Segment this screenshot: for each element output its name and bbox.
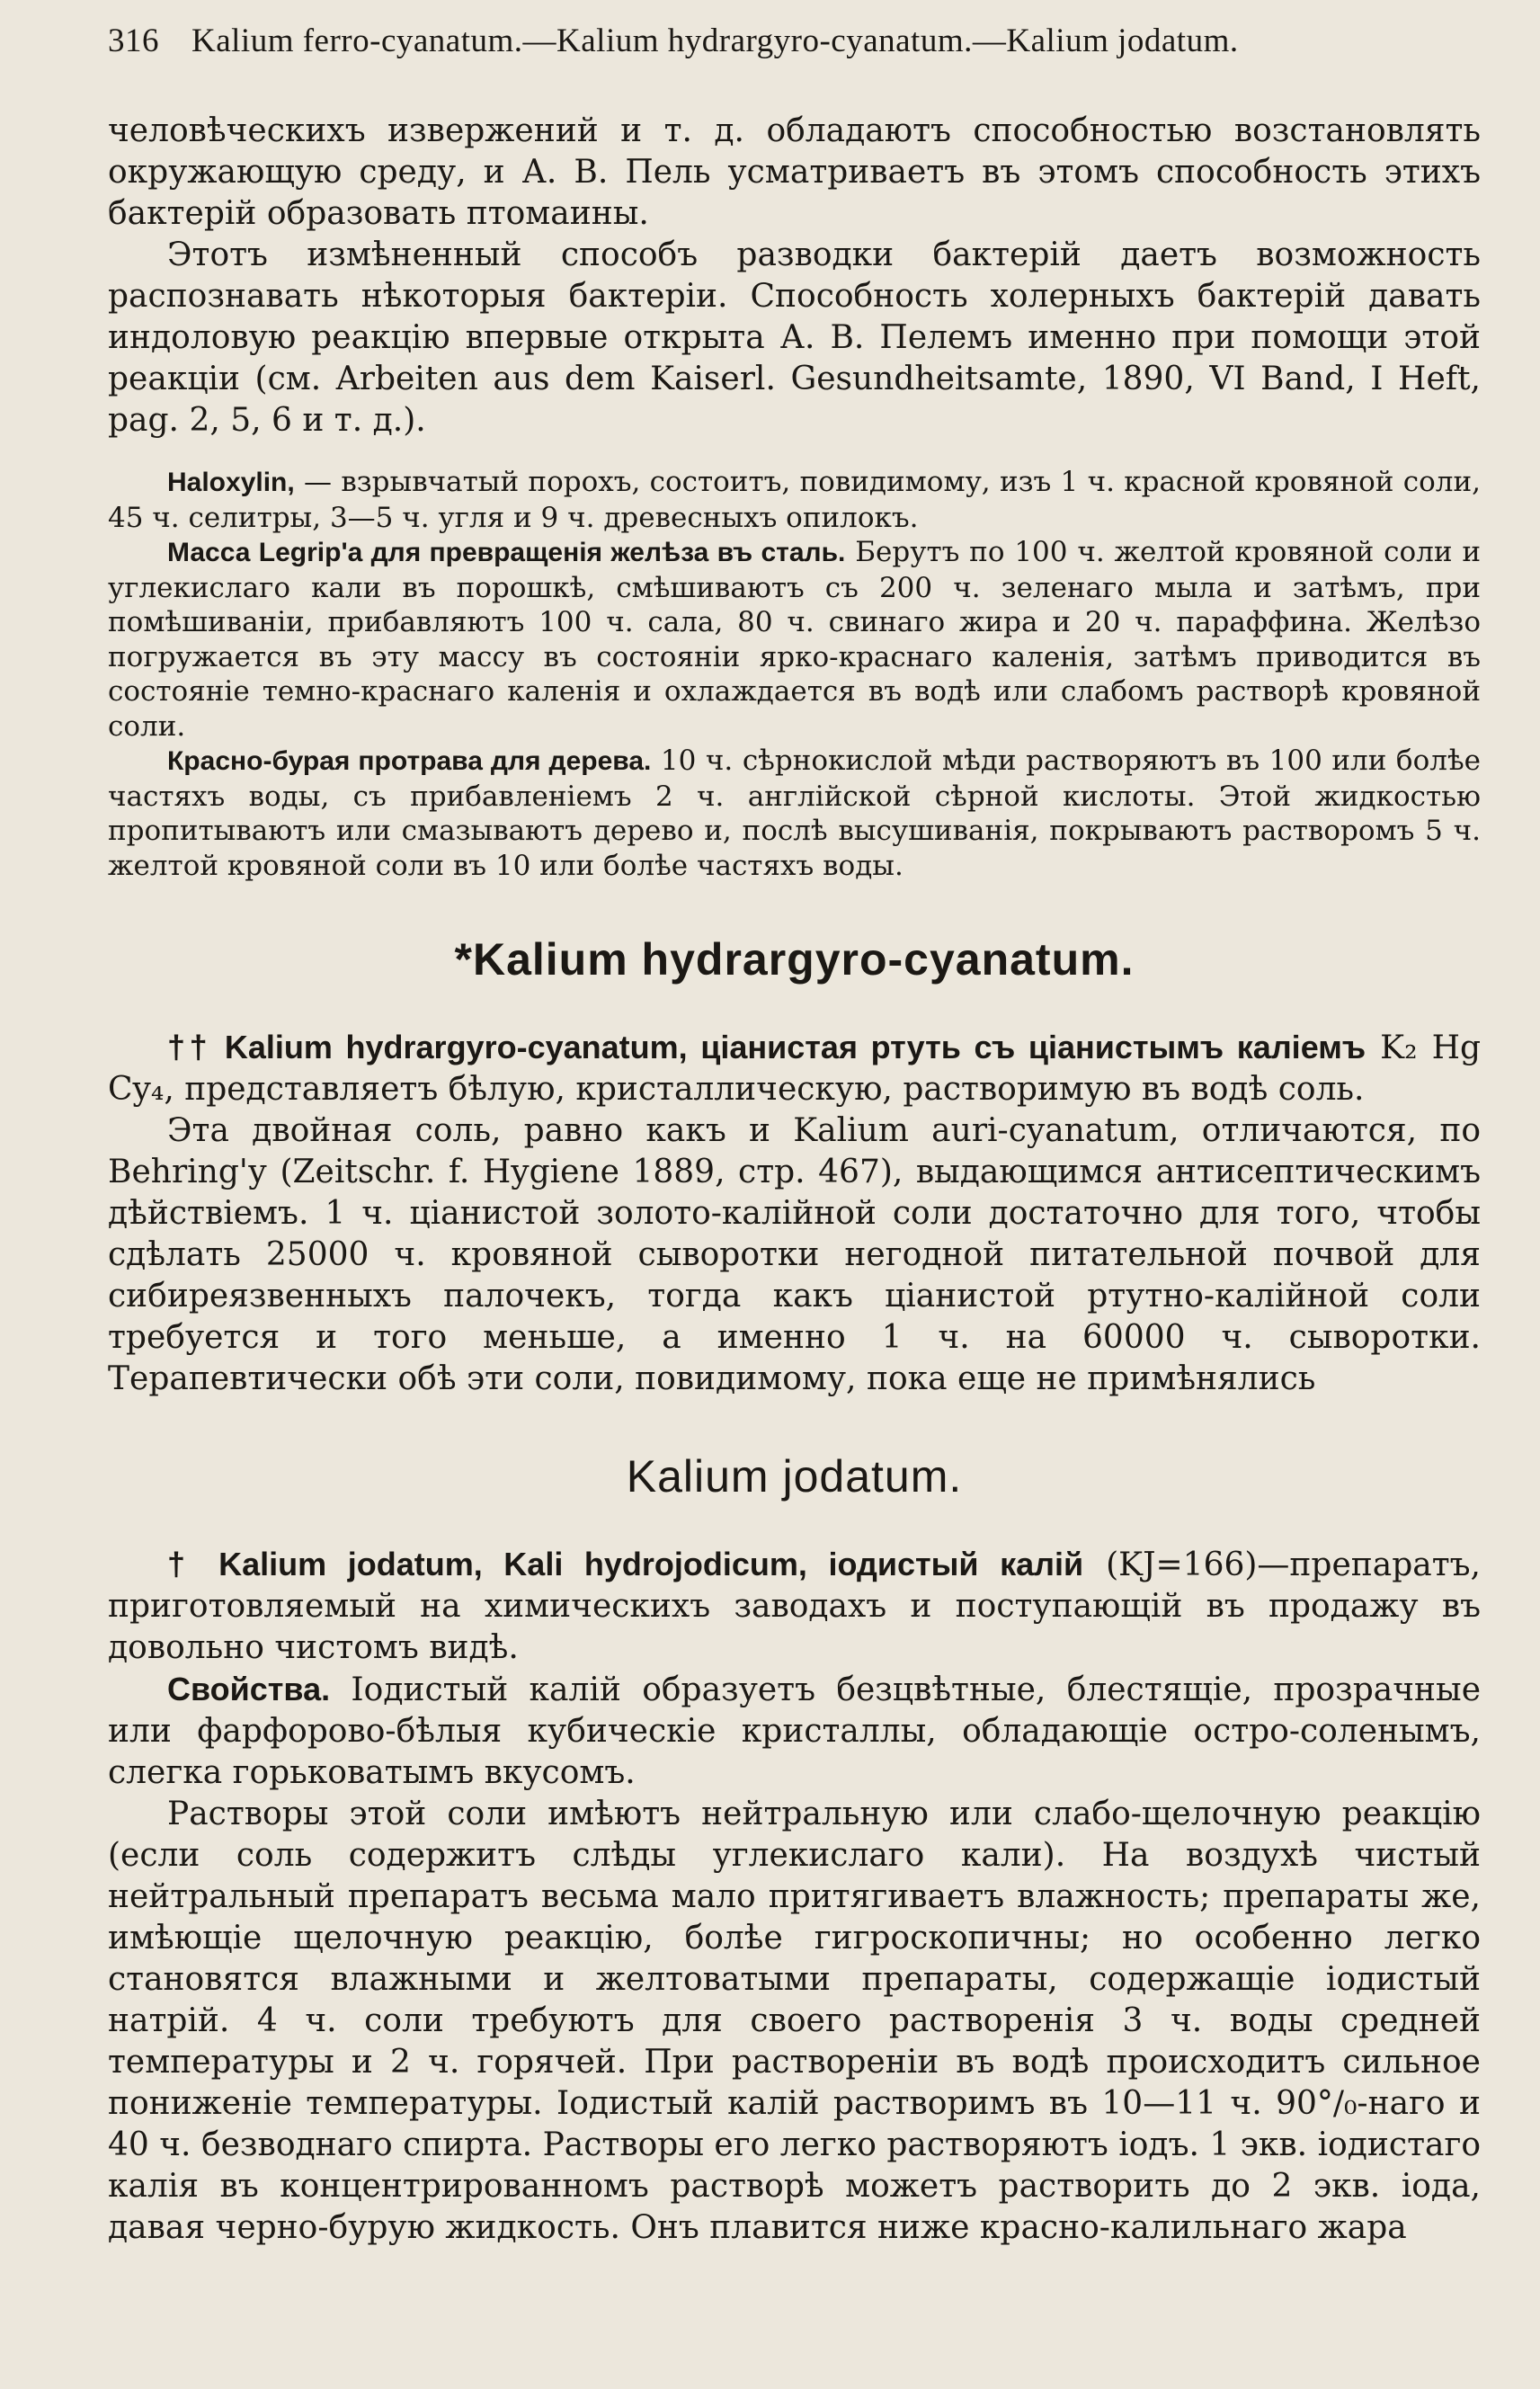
paragraph-antiseptic: Эта двойная соль, равно какъ и Kalium auri-cyanatum, отличаются, по Behring'у (Zeitschr. f. Hygiene 1889, стр. 467), выдающимся антисептическимъ дѣйствіемъ. 1 ч. ціанистой золото-калійной соли достаточно для того, чтобы сдѣлать 25000 ч. кровяной сыворотки негодной питательной почвой для сибиреязвенныхъ палочекъ, тогда какъ ціанистой ртутно-калійной соли требуется и того меньше, а именно 1 ч. на 60000 ч. сыворотки. Терапевтически обѣ эти соли, повидимому, пока еще не примѣнялись <box>108 1112 1481 1397</box>
note-lead: Красно-бурая протрава для дерева. <box>167 746 652 776</box>
note-haloxylin <box>108 465 1481 535</box>
entry-lead-rest: (KJ=166)—препаратъ, приготовляемый на химическихъ заводахъ и поступающій въ продажу въ довольно чистомъ видѣ. <box>108 1547 1481 1666</box>
section-heading-hydrargyro: *Kalium hydrargyro-cyanatum. <box>454 934 1135 985</box>
note-legrip <box>108 535 1481 744</box>
paragraph-bacteria: Этотъ измѣненный способъ разводки бактерій даетъ возможность распознавать нѣкоторыя бактеріи. Способность холерныхъ бактерій давать индоловую реакцію впервые открыта А. В. Пелемъ именно при помощи этой реакціи (см. Arbeiten aus dem Kaiserl. Gesundheitsamte, 1890, VI Band, I Heft, pag. 2, 5, 6 и т. д.). <box>108 236 1481 439</box>
page-number: 316 <box>108 22 159 59</box>
note-wood-stain <box>108 744 1481 883</box>
paragraph-properties <box>108 1669 1481 1794</box>
note-text: 10 ч. сѣрнокислой мѣди растворяютъ въ 100 или болѣе частяхъ воды, съ прибавленіемъ 2 ч. англійской сѣрной кислоты. Этой жидкостью пропитываютъ или смазываютъ дерево и, послѣ высушиванія, покрываютъ растворомъ 5 ч. желтой кровяной соли въ 10 или болѣе частяхъ воды. <box>108 744 1481 882</box>
entry-lead-rest: K₂ Hg Cy₄, представляетъ бѣлую, кристаллическую, растворимую въ водѣ соль. <box>108 1030 1482 1108</box>
section-lead-paragraph <box>108 1544 1481 1669</box>
intro-paragraph: человѣческихъ извержений и т. д. обладаютъ способностью возстановлять окружающую среду, и А. В. Пель усматриваетъ въ этомъ способность этихъ бактерій образовать птомаины. <box>108 112 1481 232</box>
continued-text <box>108 111 1481 441</box>
section-lead-paragraph <box>108 1027 1481 1110</box>
properties-lead: Свойства. <box>167 1671 331 1707</box>
running-head <box>108 22 1481 60</box>
running-title: Kalium ferro-cyanatum.—Kalium hydrargyro-cyanatum.—Kalium jodatum. <box>191 22 1239 59</box>
note-lead: Haloxylin, <box>167 468 295 497</box>
entry-lead: † Kalium jodatum, Kali hydrojodicum, іодистый калій <box>167 1546 1084 1582</box>
note-text: — взрывчатый порохъ, состоитъ, повидимому, изъ 1 ч. красной кровяной соли, 45 ч. селитры, 3—5 ч. угля и 9 ч. древесныхъ опилокъ. <box>108 466 1481 534</box>
paragraph-solutions: Растворы этой соли имѣютъ нейтральную или слабо-щелочную реакцію (если соль содержитъ слѣды углекислаго кали). На воздухѣ чистый нейтральный препаратъ весьма мало притягиваетъ влажность; препараты же, имѣющіе щелочную реакцію, болѣе гигроскопичны; но особенно легко становятся влажными и желтоватыми препараты, содержащіе іодистый натрій. 4 ч. соли требуютъ для своего растворенія 3 ч. воды средней температуры и 2 ч. горячей. При раствореніи въ водѣ происходитъ сильное пониженіе температуры. Іодистый калій растворимъ въ 10—11 ч. 90°/₀-наго и 40 ч. безводнаго спирта. Растворы его легко растворяютъ іодъ. 1 экв. іодистаго калія въ концентрированномъ растворѣ можетъ растворить до 2 экв. іода, давая черно-бурую жидкость. Онъ плавится ниже красно-калильнаго жара <box>108 1796 1481 2246</box>
section-jodatum-body <box>108 1544 1481 2249</box>
section-hydrargyro-body <box>108 1027 1481 1400</box>
entry-lead: †† Kalium hydrargyro-cyanatum, ціанистая ртуть съ ціанистымъ каліемъ <box>167 1029 1366 1065</box>
note-lead: Масса Legrip'a для превращенія желѣза въ сталь. <box>167 538 846 567</box>
small-print-notes <box>108 465 1481 883</box>
properties-text: Іодистый калій образуетъ безцвѣтные, блестящіе, прозрачные или фарфорово-бѣлыя кубическіе кристаллы, обладающіе остро-соленымъ, слегка горьковатымъ вкусомъ. <box>108 1671 1481 1791</box>
section-heading-jodatum: Kalium jodatum. <box>626 1451 963 1502</box>
note-text: Берутъ по 100 ч. желтой кровяной соли и углекислаго кали въ порошкѣ, смѣшиваютъ съ 200 ч. зеленаго мыла и затѣмъ, при помѣшиваніи, прибавляютъ 100 ч. сала, 80 ч. свинаго жира и 20 ч. параффина. Желѣзо погружается въ эту массу въ состояніи ярко-краснаго каленія, затѣмъ приводится въ состояніе темно-краснаго каленія и охлаждается въ водѣ или слабомъ растворѣ кровяной соли. <box>108 536 1481 743</box>
